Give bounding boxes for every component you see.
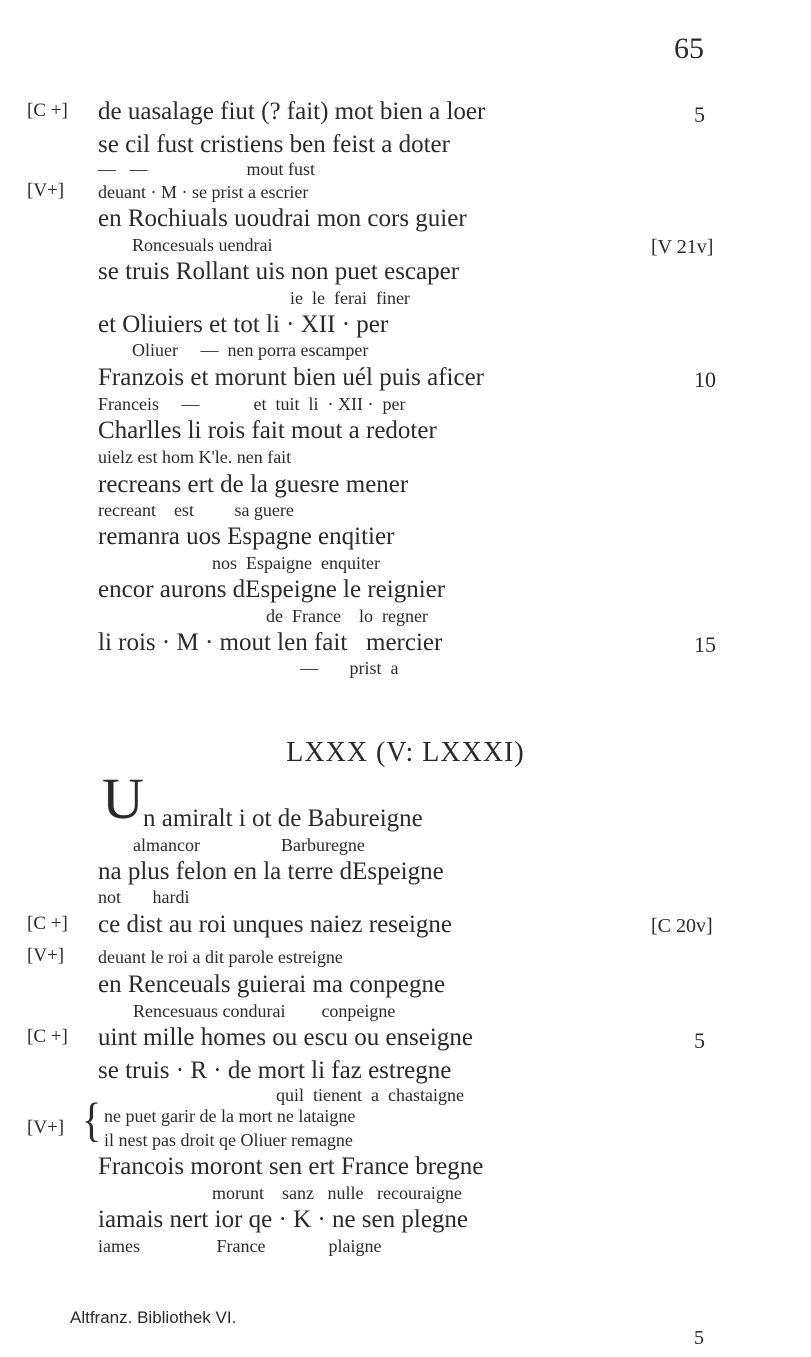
signature-number: 5	[694, 1327, 704, 1349]
variant-line: uielz est hom K'le. nen fait	[98, 447, 292, 467]
variant-line: ie le ferai finer	[290, 288, 410, 308]
verse-line: Charlles li rois fait mout a redoter	[98, 417, 437, 444]
verse-line: se truis Rollant uis non puet escaper	[98, 258, 460, 285]
footer-signature: Altfranz. Bibliothek VI.	[70, 1308, 237, 1327]
variant-line: Roncesuals uendrai	[132, 235, 273, 255]
variant-line: de France lo regner	[266, 606, 428, 626]
verse-line: na plus felon en la terre dEspeigne	[98, 858, 444, 885]
verse-line: encor aurons dEspeigne le reignier	[98, 576, 446, 603]
variant-line: iames France plaigne	[98, 1236, 382, 1256]
variant-line: not hardi	[98, 887, 190, 907]
section-heading: LXXX (V: LXXXI)	[286, 737, 525, 768]
verse-line: en Renceuals guierai ma conpegne	[98, 971, 446, 998]
manuscript-ref: [V 21v]	[651, 236, 714, 258]
line-number: 15	[694, 632, 716, 657]
variant-line: deuant le roi a dit parole estreigne	[98, 947, 343, 967]
verse-line: en Rochiuals uoudrai mon cors guier	[98, 205, 467, 232]
verse-line: Francois moront sen ert France bregne	[98, 1153, 484, 1180]
verse-line: Franzois et morunt bien uél puis aficer	[98, 364, 484, 391]
variant-line: almancor Barburegne	[133, 835, 365, 855]
variant-line: Franceis — et tuit li · XII · per	[98, 394, 406, 414]
variant-line: Rencesuaus condurai conpeigne	[133, 1001, 396, 1021]
siglum: [C +]	[27, 913, 68, 934]
variant-line: quil tienent a chastaigne	[276, 1085, 464, 1105]
manuscript-ref: [C 20v]	[651, 915, 713, 937]
verse-line: recreans ert de la guesre mener	[98, 471, 409, 498]
line-number: 5	[694, 102, 705, 127]
variant-line: morunt sanz nulle recouraigne	[212, 1183, 462, 1203]
siglum: [V+]	[27, 945, 65, 966]
verse-line: remanra uos Espagne enqitier	[98, 523, 395, 550]
siglum: [C +]	[27, 100, 68, 121]
variant-line: — prist a	[300, 658, 399, 678]
drop-capital: U	[102, 766, 144, 831]
verse-line: de uasalage fiut (? fait) mot bien a loer	[98, 98, 486, 125]
verse-line: uint mille homes ou escu ou enseigne	[98, 1024, 473, 1051]
page-number: 65	[674, 32, 704, 65]
verse-line: n amiralt i ot de Babureigne	[143, 805, 423, 832]
variant-line: nos Espaigne enquiter	[212, 553, 380, 573]
verse-line: se truis · R · de mort li faz estregne	[98, 1057, 452, 1084]
variant-line: ne puet garir de la mort ne lataigne	[104, 1106, 356, 1126]
siglum: [V+]	[27, 180, 65, 201]
brace-icon: {	[82, 1092, 102, 1147]
verse-line: et Oliuiers et tot li · XII · per	[98, 311, 389, 338]
verse-line: ce dist au roi unques naiez reseigne	[98, 911, 453, 938]
line-number: 10	[694, 367, 716, 392]
siglum: [V+]	[27, 1117, 65, 1138]
siglum: [C +]	[27, 1026, 68, 1047]
variant-line: deuant · M · se prist a escrier	[98, 182, 309, 202]
variant-line: Oliuer — nen porra escamper	[132, 340, 369, 360]
variant-line: recreant est sa guere	[98, 500, 294, 520]
variant-line: il nest pas droit qe Oliuer remagne	[104, 1130, 353, 1150]
variant-line: se cil fust cristiens ben feist a doter	[98, 131, 450, 158]
verse-line: iamais nert ior qe · K · ne sen plegne	[98, 1206, 469, 1233]
verse-line: li rois · M · mout len fait mercier	[98, 629, 443, 656]
line-number: 5	[694, 1028, 705, 1053]
variant-line: — — mout fust	[98, 159, 316, 179]
